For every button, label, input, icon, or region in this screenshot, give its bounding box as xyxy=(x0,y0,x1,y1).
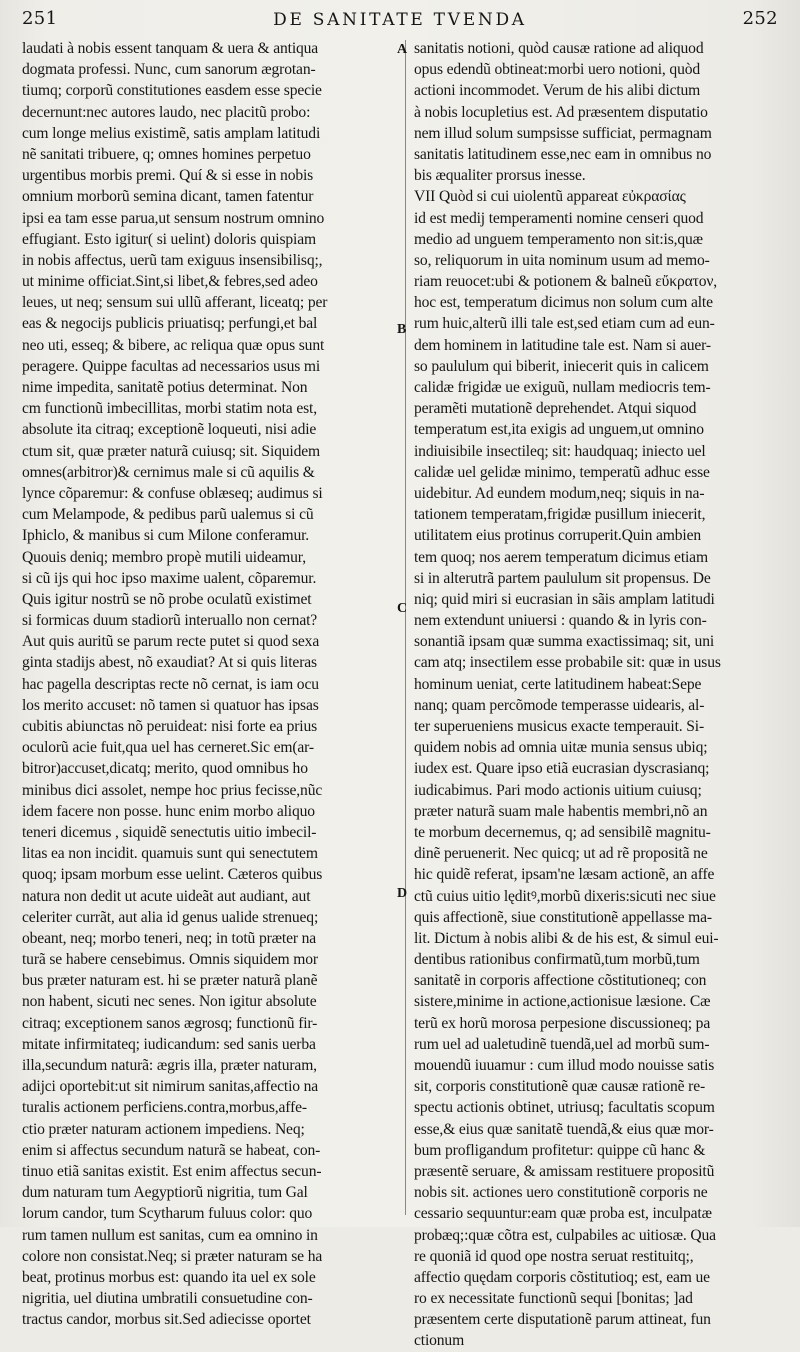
right-text-column xyxy=(414,38,784,1352)
text-line: riam reuocet:ubi & potionem & balneũ εὔκρατον, xyxy=(414,273,718,291)
text-line: nem extendunt uniuersi : quando & in lyris con- xyxy=(414,612,707,630)
text-line: te morbum decernemus, q; ad sensibilẽ magnitu- xyxy=(414,823,711,841)
text-line: lorum candor, tum Scytharum fuluus color: quo xyxy=(22,1205,313,1223)
text-line: non habent, sicuti nec senes. Non igitur absolute xyxy=(22,993,317,1011)
text-line: cm functionũ imbecillitas, morbi statim nota est, xyxy=(22,400,317,418)
text-line: à nobis locupletius est. Ad præsentem disputatio xyxy=(414,103,708,121)
margin-marker-b: B xyxy=(397,322,407,337)
text-line: dum naturam tum Aegyptiorũ nigritia, tum Gal xyxy=(22,1184,308,1202)
text-line: cessario sequuntur:eam quæ proba est, inculpatæ xyxy=(414,1205,712,1223)
text-line: lit. Dictum à nobis alibi & de his est, & simul eui- xyxy=(414,929,719,947)
text-line: so, reliquorum in uita nominum usum ad memo- xyxy=(414,251,710,269)
text-line: cum longe melius existimẽ, satis amplam latitudi xyxy=(22,124,321,142)
text-line: terũ ex horũ morosa perpesione discussioneq; pa xyxy=(414,1014,711,1032)
text-line: turã se habere censebimus. Omnis siquidem mor xyxy=(22,951,318,969)
text-line: quis affectionẽ, siue constitutionẽ appellasse ma- xyxy=(414,908,712,926)
text-line: si cũ ijs qui hoc ipso maxime ualent, cõparemur. xyxy=(22,569,317,587)
text-line: omnium morborũ semina dicant, tamen fatentur xyxy=(22,188,314,206)
text-line: calidæ uel gelidæ minimo, temperatũ adhuc esse xyxy=(414,463,710,481)
text-line: absolute ita citraq; exceptionẽ loqueuti, nisi adie xyxy=(22,421,317,439)
text-line: cum Melampode, & pedibus parũ ualemus si cũ xyxy=(22,506,314,524)
text-line: tractus candor, morbus sit.Sed adiecisse oportet xyxy=(22,1311,311,1329)
text-line: eas & negocijs publicis priuatisq; perfungi,et bal xyxy=(22,315,318,333)
text-line: nigritia, uel diutina umbratili consuetudine con- xyxy=(22,1290,313,1308)
text-line: rum tamen nullum est sanitas, cum ea omnino in xyxy=(22,1226,318,1244)
text-line: obeant, neq; morbo teneri, neq; in totũ præter na xyxy=(22,929,317,947)
text-line: beat, protinus morbus est: quando ita uel ex sole xyxy=(22,1268,316,1286)
text-line: nem illud solum sumpsisse sufficiat, permagnam xyxy=(414,124,712,142)
text-line: si formicas duum stadiorũ interuallo non cernat? xyxy=(22,612,318,630)
text-line: turalis actionem perficiens.contra,morbus,affe- xyxy=(22,1099,307,1117)
text-line: cubitis abiunctas nõ peruideat: nisi forte ea prius xyxy=(22,718,318,735)
text-line: neo uti, esseq; & bibere, ac reliqua quæ opus sunt xyxy=(22,336,325,354)
text-line: quidem nobis ad omnia uitæ munia sensus ubiq; xyxy=(414,739,708,757)
text-line: dinẽ peruenerit. Nec quicq; ut ad rẽ propositã ne xyxy=(414,845,708,863)
text-line: iudex est. Quare ipso etiã eucrasian dyscrasianq; xyxy=(414,760,710,778)
page-number-left: 251 xyxy=(22,8,58,29)
text-line: actioni incommodet. Verum de his alibi dictum xyxy=(414,82,701,100)
text-line: enim si affectus secundum naturã se habeat, con- xyxy=(22,1141,321,1159)
text-line: hac pagella descriptas recte nõ cernat, is iam ocu xyxy=(22,675,319,693)
text-line: bum profligandum profitetur: quippe cũ hanc & xyxy=(414,1141,706,1159)
text-line: cam atq; insectilem esse probabile sit: quæ in usus xyxy=(414,654,721,672)
page-number-right: 252 xyxy=(742,8,778,29)
text-line: nanq; quam percõmode temperasse uidearis, al- xyxy=(414,696,705,714)
text-line: tinuo etiã sanitas existit. Est enim affectus secun- xyxy=(22,1162,322,1180)
text-line: lynce cõparemur: & confuse oblæseq; audimus si xyxy=(22,484,323,502)
column-divider xyxy=(405,40,406,1215)
text-line: tationem temperatam,frigidæ pusillum iniecerit, xyxy=(414,506,706,524)
text-line: in nobis affectus, uerũ tam exiguus insensibilisq;, xyxy=(22,251,323,269)
text-line: nime impedita, sanitatẽ potius determinat. Non xyxy=(22,379,308,396)
text-line: ipsi ea tam esse parua,ut sensum nostrum omnino xyxy=(22,209,325,227)
text-line: ter superueniens musicus exacte temperauit. Si- xyxy=(414,718,705,735)
text-line: re quoniã id quod ope nostra seruat restituitq;, xyxy=(414,1247,694,1265)
text-line: probæq;:quæ cõtra est, culpabiles ac uitiosæ. Qua xyxy=(414,1226,716,1244)
text-line: sonantiã ipsam quæ summa exactissimaq; sit, uni xyxy=(414,633,715,651)
text-line: natura non dedit ut acute uideãt aut audiant, aut xyxy=(22,887,311,905)
text-line: indiuisibile insectileq; sit: haudquaq; iniecto uel xyxy=(414,442,706,460)
text-line: teneri dicemus , siquidẽ senectutis uitio imbecil- xyxy=(22,823,317,841)
margin-marker-d: D xyxy=(397,886,408,901)
text-line: bitror)accuset,dicatq; merito, quod omnibus ho xyxy=(22,760,308,778)
text-line: id est medij temperamenti nomine censeri quod xyxy=(414,209,704,227)
text-line: tem quoq; nos aerem temperatum dicimus etiam xyxy=(414,548,708,566)
text-line: los merito accuset: nõ tamen si quatuor has ipsas xyxy=(22,696,319,714)
text-line: citraq; exceptionem sanos ægrosq; functionũ fir- xyxy=(22,1014,318,1032)
text-line: spectu actionis obtinet, utriusq; facultatis scopum xyxy=(414,1099,715,1117)
text-line: dogmata professi. Nunc, cum sanorum ægrotan- xyxy=(22,61,316,79)
text-line: colore non consistat.Neq; si præter naturam se ha xyxy=(22,1247,323,1265)
text-line: præsentem certe disputationẽ parum attineat, fun xyxy=(414,1311,711,1329)
text-line: dem hominem in latitudine tale est. Nam si auer- xyxy=(414,336,711,354)
text-line: utilitatem eius protinus corruperit.Quin ambien xyxy=(414,527,702,545)
text-line: mouendũ iuuamur : cum illud modo nouisse satis xyxy=(414,1057,715,1074)
text-line: hominum ueniat, certe latitudinem habeat:Sepe xyxy=(414,675,702,693)
text-line: omnes(arbitror)& cernimus male si cũ aquilis & xyxy=(22,463,315,481)
text-line: Quis igitur nostrũ se nõ probe oculatũ existimet xyxy=(22,590,312,608)
left-text-column xyxy=(22,38,392,1330)
text-line: sistere,minime in actione,actionisue læsione. Cæ xyxy=(414,993,711,1011)
text-line: bis æqualiter prorsus inesse. xyxy=(414,167,586,185)
text-line: mitate infirmitateq; iudicandum: sed sanis uerba xyxy=(22,1035,316,1053)
text-line: ctum sit, quæ præter naturã cuiusq; sit. Siquidem xyxy=(22,442,320,460)
text-line: præsentẽ seruare, & amissam restituere propositũ xyxy=(414,1162,715,1180)
text-line: nẽ sanitati tribuere, q; omnes homines perpetuo xyxy=(22,145,311,163)
text-line: ginta stadijs abest, nõ exaudiat? At si quis literas xyxy=(22,654,317,672)
text-line: ctũ cuius uitio lęditꝰ,morbũ dixeris:sicuti nec siue xyxy=(414,887,716,905)
text-line: si in alterutrã partem paululum sit propensus. De xyxy=(414,569,711,587)
text-line: præter naturã suam male habentis membri,nõ an xyxy=(414,802,708,820)
margin-marker-a: A xyxy=(397,42,408,57)
text-line: rum huic,alterũ illi tale est,sed etiam cum ad eun- xyxy=(414,315,715,333)
text-line: quoq; ipsam morbum esse uelint. Cæteros quibus xyxy=(22,866,323,884)
text-line: rum uel ad ualetudinẽ tuendã,uel ad morbũ sum- xyxy=(414,1035,710,1053)
text-line: celeriter currãt, aut alia id genus ualide strenueq; xyxy=(22,908,319,926)
text-line: peramẽti mutationẽ deprehendet. Atqui siquod xyxy=(414,400,697,418)
text-line: nobis sit. actiones uero constitutionẽ corporis ne xyxy=(414,1184,708,1202)
text-line: sanitatis latitudinem esse,nec eam in omnibus no xyxy=(414,145,712,163)
text-line: bus præter naturam est. hi se præter naturã planẽ xyxy=(22,972,318,990)
text-line: adijci oportebit:ut sit nimirum sanitas,affectio na xyxy=(22,1078,319,1096)
text-line: urgentibus morbis premi. Quí & si esse in nobis xyxy=(22,167,314,185)
text-line: temperatum est,ita exigis ad unguem,ut omnino xyxy=(414,421,704,439)
text-line: dentibus rationibus confirmatũ,tum morbũ,tum xyxy=(414,951,700,969)
text-line: oculorũ acie fuit,qua uel has cerneret.Sic em(ar- xyxy=(22,739,314,757)
text-line: laudati à nobis essent tanquam & uera & antiqua xyxy=(22,40,319,57)
text-line: Aut quis auritũ se parum recte putet si quod sexa xyxy=(22,633,320,651)
text-line: ctio præter naturam actionem impediens. Neq; xyxy=(22,1120,305,1138)
text-line: VII Quòd si cui uiolentũ appareat εὐκρασίας xyxy=(414,188,686,206)
text-line: hic quidẽ referat, ipsam'ne læsam actionẽ, an affe xyxy=(414,866,715,884)
text-line: idem facere non posse. hunc enim morbo aliquo xyxy=(22,802,315,820)
text-line: peragere. Quippe facultas ad necessarios usus mi xyxy=(22,357,321,375)
text-line: ro ex necessitate functionũ sequi [bonitas; ]ad xyxy=(414,1290,693,1308)
text-line: esse,& eius quæ sanitatẽ tuendã,& eius quæ mor- xyxy=(414,1120,714,1138)
text-line: medio ad unguem temperamento non sit:is,quæ xyxy=(414,230,703,248)
text-line: hoc est, temperatum dicimus non solum cum alte xyxy=(414,294,713,312)
text-line: sanitatẽ in corporis affectione cõstitutioneq; con xyxy=(414,972,707,990)
text-line: illa,secundum naturã: ægris illa, præter naturam, xyxy=(22,1057,317,1074)
text-line: Iphiclo, & manibus si cum Milone conferamur. xyxy=(22,527,310,545)
text-line: litas ea non incidit. quamuis sunt qui senectutem xyxy=(22,845,318,863)
text-line: so paululum qui biberit, iniecerit quis in calicem xyxy=(414,357,709,375)
text-line: Quouis deniq; membro propè mutili uideamur, xyxy=(22,548,306,566)
text-line: opus edendũ obtineat:morbi uero notioni, quòd xyxy=(414,61,701,79)
text-line: sit, corporis constitutionẽ quæ causæ rationẽ re- xyxy=(414,1078,706,1096)
margin-marker-c: C xyxy=(397,601,408,616)
text-line: tiumq; corporũ constitutiones easdem esse specie xyxy=(22,82,322,100)
text-line: leues, ut neq; sensum sui ullũ afferant, liceatq; per xyxy=(22,294,328,312)
running-title: DE SANITATE TVENDA xyxy=(273,10,527,30)
text-line: sanitatis notioni, quòd causæ ratione ad aliquod xyxy=(414,40,704,57)
text-line: niq; quid miri si eucrasian in sãis amplam latitudi xyxy=(414,590,715,608)
text-line: iudicabimus. Pari modo actionis uitium cuiusq; xyxy=(414,781,702,799)
text-line: uidebitur. Ad eundem modum,neq; siquis in na- xyxy=(414,484,705,502)
text-line: ctionum xyxy=(414,1332,465,1350)
text-line: decernunt:nec autores laudo, nec placitũ probo: xyxy=(22,103,311,121)
text-line: affectio quędam corporis cõstitutioq; est, eam ue xyxy=(414,1268,710,1286)
text-line: effugiant. Esto igitur( si uelint) doloris quispiam xyxy=(22,230,316,248)
text-line: calidæ frigidæ ue exiguũ, nullam mediocris tem- xyxy=(414,379,711,396)
text-line: ut minime officiat.Sint,si libet,& febres,sed adeo xyxy=(22,273,318,291)
text-line: minibus dici assolet, nempe hoc prius fecisse,nũc xyxy=(22,781,323,799)
running-header xyxy=(22,8,778,36)
